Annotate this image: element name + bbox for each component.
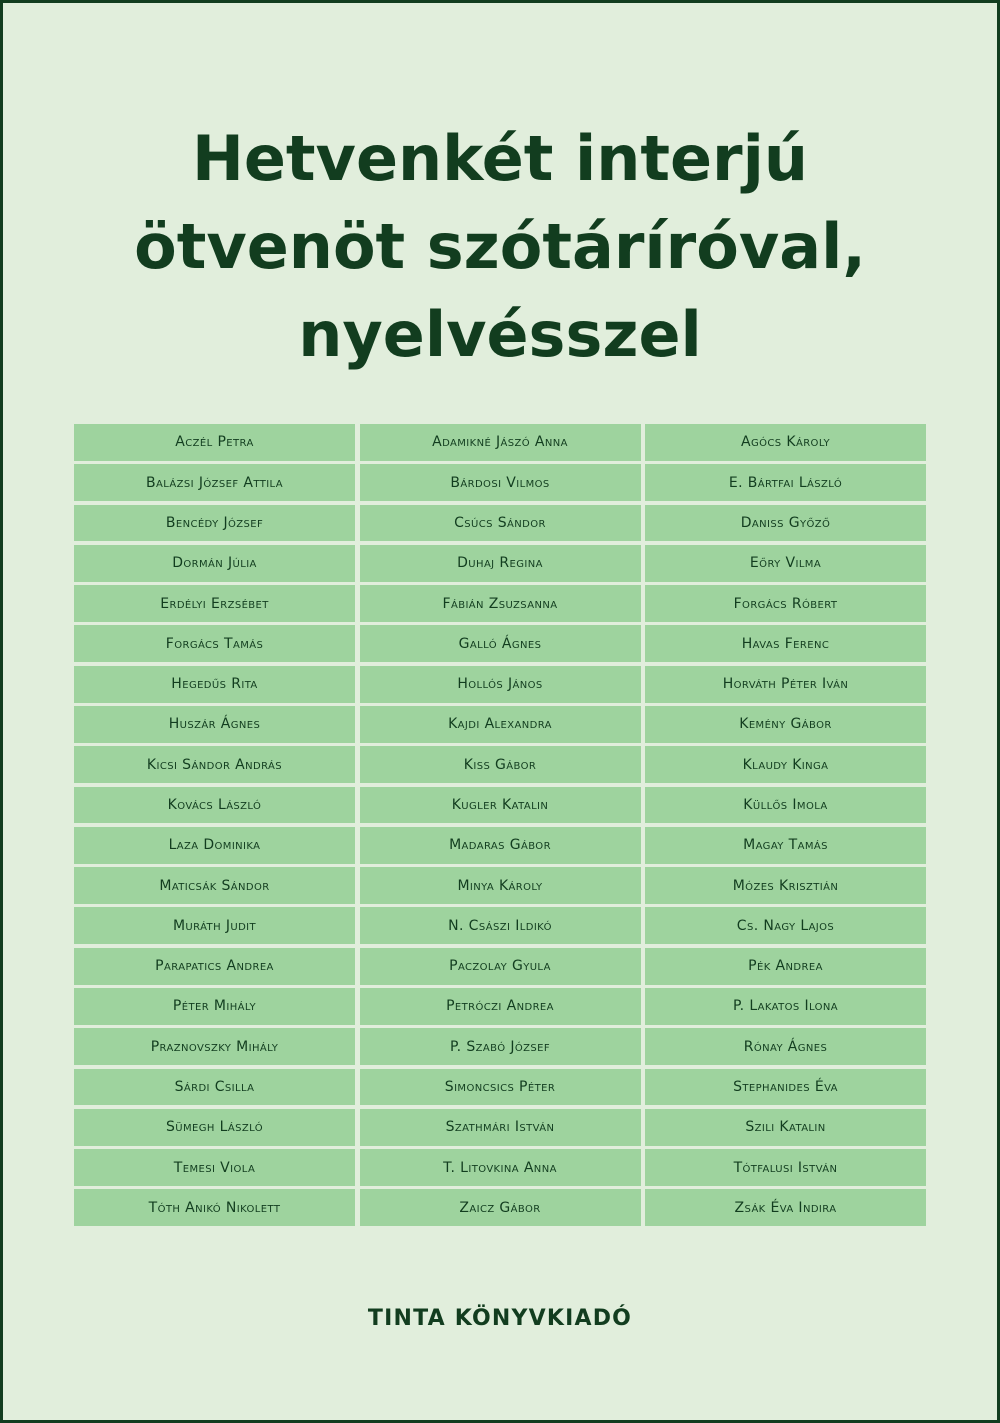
name-cell: Duhaj Regina [360,545,641,582]
name-cell: Szili Katalin [645,1109,926,1146]
name-cell: Klaudy Kinga [645,746,926,783]
name-cell: P. Lakatos Ilona [645,988,926,1025]
name-cell: Forgács Tamás [74,625,355,662]
author-name-grid [74,424,926,1234]
name-cell: Mózes Krisztián [645,867,926,904]
name-cell: Laza Dominika [74,827,355,864]
name-cell: Madaras Gábor [360,827,641,864]
name-cell: Petróczi Andrea [360,988,641,1025]
name-cell: Agócs Károly [645,424,926,461]
name-cell: Tóth Anikó Nikolett [74,1189,355,1226]
name-cell: Fábián Zsuzsanna [360,585,641,622]
name-cell: Minya Károly [360,867,641,904]
name-cell: Stephanides Éva [645,1069,926,1106]
name-cell: Havas Ferenc [645,625,926,662]
name-cell: Balázsi József Attila [74,464,355,501]
name-cell: Péter Mihály [74,988,355,1025]
name-cell: Bencédy József [74,505,355,542]
name-cell: Kiss Gábor [360,746,641,783]
name-cell: Aczél Petra [74,424,355,461]
name-cell: Eőry Vilma [645,545,926,582]
name-cell: Hegedűs Rita [74,666,355,703]
name-cell: Hollós János [360,666,641,703]
name-cell: Daniss Győző [645,505,926,542]
name-cell: Parapatics Andrea [74,948,355,985]
name-cell: Maticsák Sándor [74,867,355,904]
name-cell: Sárdi Csilla [74,1069,355,1106]
name-cell: Kicsi Sándor András [74,746,355,783]
name-cell: Kajdi Alexandra [360,706,641,743]
name-cell: Paczolay Gyula [360,948,641,985]
name-cell: Bárdosi Vilmos [360,464,641,501]
title-line-3: nyelvésszel [298,298,702,371]
name-cell: Cs. Nagy Lajos [645,907,926,944]
name-cell: Temesi Viola [74,1149,355,1186]
name-cell: Kugler Katalin [360,787,641,824]
name-cell: Dormán Júlia [74,545,355,582]
name-cell: Huszár Ágnes [74,706,355,743]
name-cell: P. Szabó József [360,1028,641,1065]
name-cell: Zsák Éva Indira [645,1189,926,1226]
name-cell: Horváth Péter Iván [645,666,926,703]
name-cell: N. Császi Ildikó [360,907,641,944]
name-cell: Zaicz Gábor [360,1189,641,1226]
name-cell: Sümegh László [74,1109,355,1146]
name-cell: Csúcs Sándor [360,505,641,542]
name-cell: Magay Tamás [645,827,926,864]
name-cell: Galló Ágnes [360,625,641,662]
title-line-1: Hetvenkét interjú [191,122,809,195]
book-title [3,115,997,379]
name-cell: T. Litovkina Anna [360,1149,641,1186]
name-cell: Erdélyi Erzsébet [74,585,355,622]
name-cell: Forgács Róbert [645,585,926,622]
name-cell: Küllős Imola [645,787,926,824]
name-cell: E. Bártfai László [645,464,926,501]
name-cell: Pék Andrea [645,948,926,985]
book-cover [3,3,997,1420]
name-cell: Szathmári István [360,1109,641,1146]
name-cell: Simoncsics Péter [360,1069,641,1106]
name-cell: Kovács László [74,787,355,824]
publisher-name: TINTA KÖNYVKIADÓ [367,1306,633,1331]
name-cell: Kemény Gábor [645,706,926,743]
name-cell: Tótfalusi István [645,1149,926,1186]
name-cell: Adamikné Jászó Anna [360,424,641,461]
title-line-2: ötvenöt szótáríróval, [134,210,866,283]
name-cell: Praznovszky Mihály [74,1028,355,1065]
name-cell: Rónay Ágnes [645,1028,926,1065]
name-cell: Muráth Judit [74,907,355,944]
